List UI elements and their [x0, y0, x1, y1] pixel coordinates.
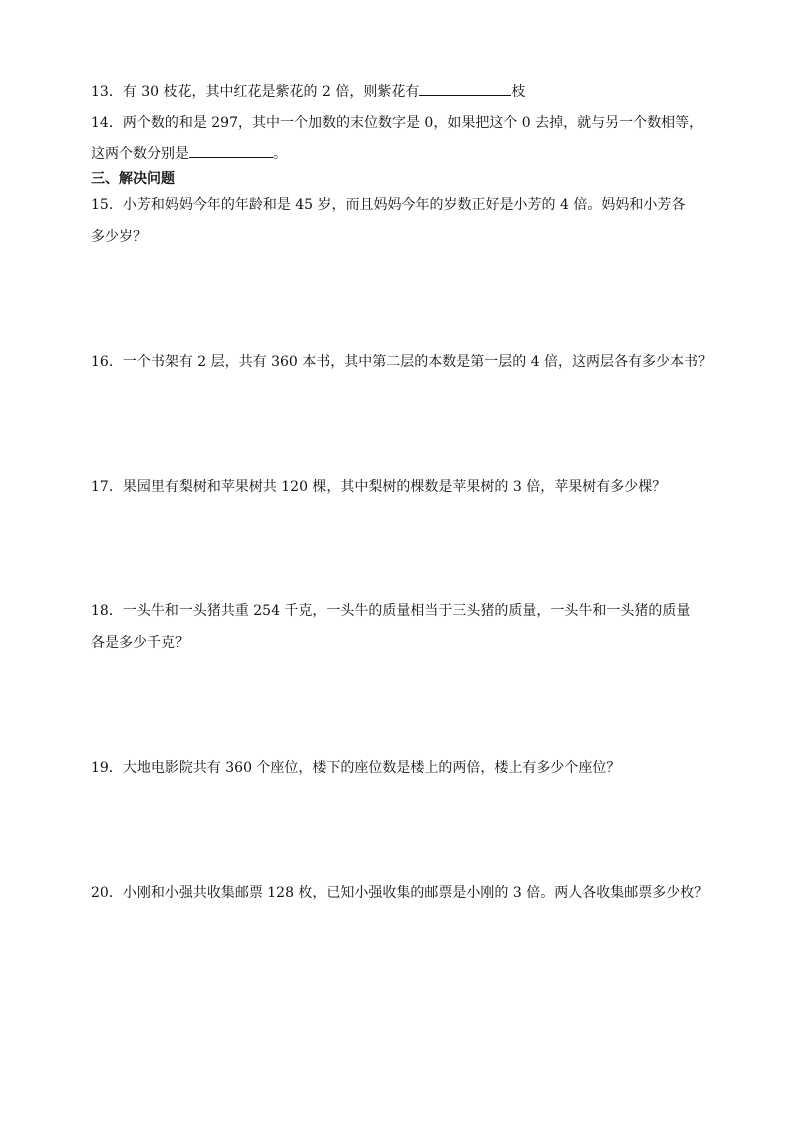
question-14-line-2 [91, 143, 287, 164]
question-17-line-1: 17．果园里有梨树和苹果树共 120 棵，其中梨树的棵数是苹果树的 3 倍，苹果树有多少棵？ [91, 479, 667, 495]
question-13-text: 13．有 30 枝花，其中红花是紫花的 2 倍，则紫花有 [91, 84, 420, 100]
section-title: 三、解决问题 [91, 171, 175, 187]
question-14-text: 这两个数分别是 [91, 146, 189, 162]
question-13 [91, 81, 525, 102]
question-13-unit: 枝 [511, 84, 526, 100]
question-19-line-1: 19．大地电影院共有 360 个座位，楼下的座位数是楼上的两倍，楼上有多少个座位？ [91, 760, 621, 776]
question-15-line-2: 多少岁？ [91, 229, 147, 245]
question-20-line-1: 20．小刚和小强共收集邮票 128 枚，已知小强收集的邮票是小刚的 3 倍。两人各收集邮票多少枚？ [91, 885, 709, 901]
question-13-answer-blank[interactable] [419, 81, 511, 96]
question-14-end: 。 [273, 146, 287, 162]
question-15-line-1: 15．小芳和妈妈今年的年龄和是 45 岁，而且妈妈今年的岁数正好是小芳的 4 倍。妈妈和小芳各 [91, 197, 686, 213]
question-18-line-2: 各是多少千克？ [91, 635, 189, 651]
question-18-line-1: 18．一头牛和一头猪共重 254 千克，一头牛的质量相当于三头猪的质量，一头牛和一头猪的质量 [91, 603, 691, 619]
question-14-answer-blank[interactable] [189, 143, 273, 158]
question-14-line-1: 14．两个数的和是 297，其中一个加数的末位数字是 0，如果把这个 0 去掉，就与另一个数相等， [91, 115, 704, 131]
question-16-line-1: 16．一个书架有 2 层，共有 360 本书，其中第二层的本数是第一层的 4 倍，这两层各有多少本书？ [91, 354, 713, 370]
